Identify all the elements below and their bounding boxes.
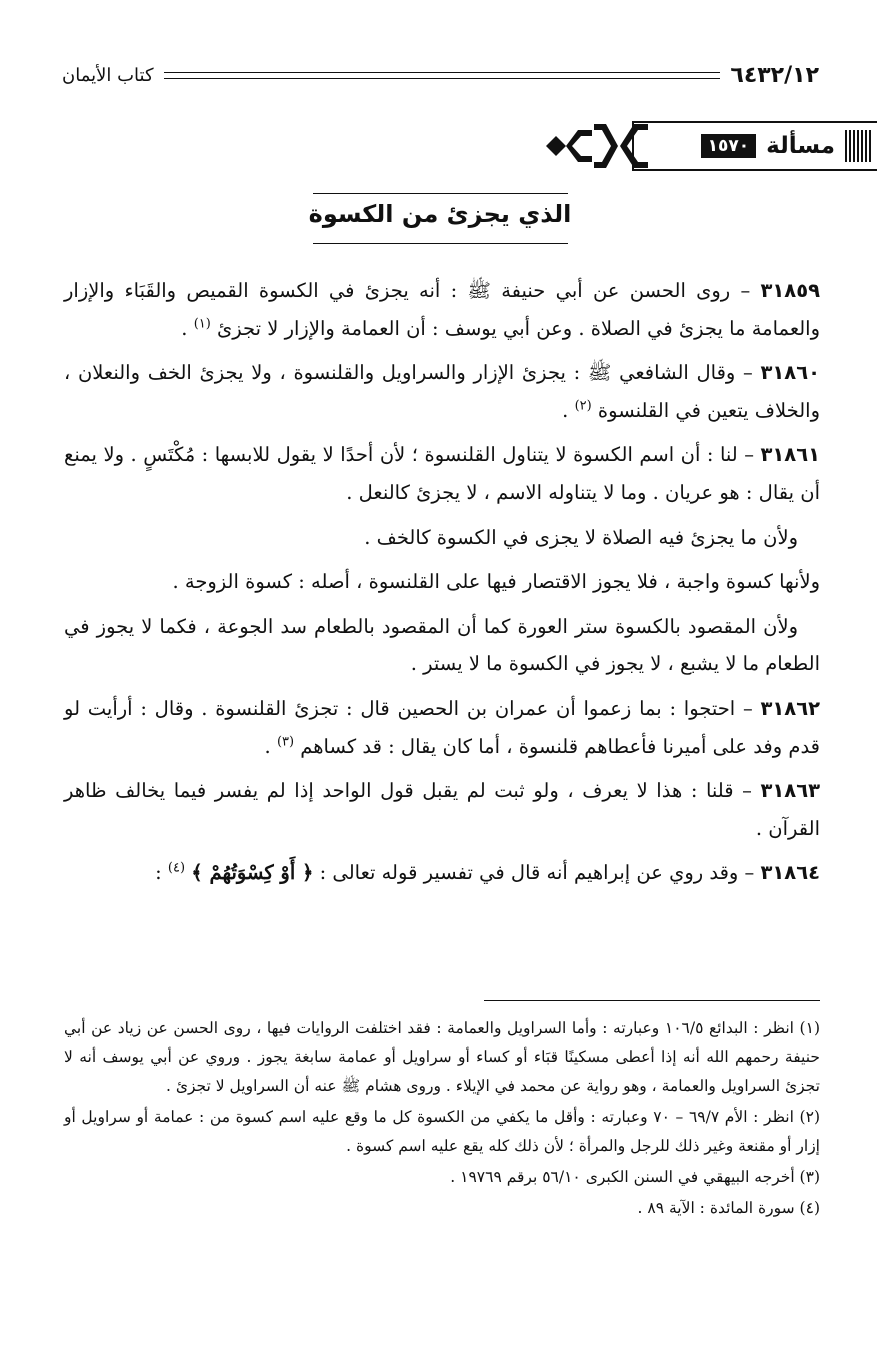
masala-banner xyxy=(544,119,877,173)
paragraph xyxy=(64,519,820,557)
masala-number: ١٥٧٠ xyxy=(701,134,757,158)
paragraph-number: ٣١٨٦٢ xyxy=(760,696,820,720)
paragraph-number: ٣١٨٦١ xyxy=(760,443,820,467)
footnote: (٣) أخرجه البيهقي في السنن الكبرى ٥٦/١٠ برقم ١٩٧٦٩ . xyxy=(450,1168,820,1186)
geometric-ornament-icon xyxy=(544,119,648,173)
paragraph-tail: : xyxy=(155,861,168,885)
footnote-marker[interactable]: (٤) xyxy=(167,860,186,876)
masala-label: مسألة xyxy=(766,133,835,159)
paragraph-text: – وقد روي عن إبراهيم أنه قال في تفسير قوله تعالى : xyxy=(313,861,761,885)
paragraph xyxy=(64,272,820,347)
paragraph-number: ٣١٨٦٠ xyxy=(760,361,820,385)
paragraph-text: ولأن المقصود بالكسوة ستر العورة كما أن المقصود بالطعام سد الجوعة ، فكما لا يجوز في الطعام ما لا يشبع ، لا يجوز في الكسوة ما لا يستر . xyxy=(64,614,820,676)
paragraph-number: ٣١٨٦٤ xyxy=(760,861,820,885)
paragraph xyxy=(64,563,820,601)
footnotes xyxy=(64,1014,820,1225)
footnote: (٤) سورة المائدة : الآية ٨٩ . xyxy=(637,1199,820,1217)
book-title: كتاب الأيمان xyxy=(62,64,154,86)
quran-quote: ﴿ أَوْ كِسْوَتُهُمْ ﴾ xyxy=(191,861,314,885)
running-header xyxy=(62,60,819,90)
paragraph xyxy=(64,354,820,429)
masala-box xyxy=(632,121,877,171)
footnote-marker[interactable]: (٣) xyxy=(276,734,295,750)
main-text xyxy=(64,272,820,899)
paragraph-tail: . xyxy=(181,316,194,340)
footnote-marker[interactable]: (١) xyxy=(193,316,211,332)
striped-bars-ornament xyxy=(845,130,871,162)
paragraph-number: ٣١٨٥٩ xyxy=(760,279,820,302)
footnote: (١) انظر : البدائع ١٠٦/٥ وعبارته : وأما السراويل والعمامة : فقد اختلفت الروايات فيها ، روى الحسن عن زياد عن أبي حنيفة رحمهم الله أنه إذا أعطى مسكينًا قبَاء أو كساء أو سراويل أو عمامة سابغة يجوز . وروي عن أبي يوسف أنه لا تجزئ السراويل والعمامة ، وهو رواية عن محمد في الإيلاء . وروى هشام ﷺ عنه أن السراويل لا تجزئ . xyxy=(64,1019,820,1095)
page-number: ٦٤٣٢/١٢ xyxy=(730,62,819,88)
paragraph-number: ٣١٨٦٣ xyxy=(760,779,820,803)
paragraph-tail: . xyxy=(264,734,277,758)
paragraph-text: – احتجوا : بما زعموا أن عمران بن الحصين قال : تجزئ القلنسوة . وقال : أرأيت لو قدم وفد على أميرنا فأعطاهم قلنسوة ، أما كان يقال : قد كساهم xyxy=(64,696,820,758)
title-bottom-rule xyxy=(313,243,568,244)
paragraph xyxy=(64,772,820,847)
paragraph-text: ولأن ما يجزئ فيه الصلاة لا يجزى في الكسوة كالخف . xyxy=(364,525,798,549)
footnote-separator xyxy=(484,1000,820,1001)
footnote: (٢) انظر : الأم ٦٩/٧ – ٧٠ وعبارته : وأقل ما يكفي من الكسوة كل ما وقع عليه اسم كسوة من : عمامة أو سراويل أو إزار أو مقنعة وغير ذلك للرجل والمرأة ؛ لأن ذلك كله يقع عليه اسم كسوة . xyxy=(64,1108,820,1155)
paragraph xyxy=(64,608,820,683)
title-top-rule xyxy=(313,193,568,194)
header-double-rule xyxy=(164,72,721,79)
paragraph-text: – وقال الشافعي ﷺ : يجزئ الإزار والسراويل والقلنسوة ، ولا يجزئ الخف والنعلان ، والخلاف يتعين في القلنسوة xyxy=(64,361,820,422)
paragraph-tail: . xyxy=(562,398,575,422)
paragraph-text: ولأنها كسوة واجبة ، فلا يجوز الاقتصار فيها على القلنسوة ، أصله : كسوة الزوجة . xyxy=(172,570,820,594)
paragraph xyxy=(64,854,820,892)
paragraph-text: – لنا : أن اسم الكسوة لا يتناول القلنسوة ؛ لأن أحدًا لا يقول للابسها : مُكْتَسٍ . ولا يمنع أن يقال : هو عريان . وما لا يتناوله الاسم ، لا يجزئ كالنعل . xyxy=(64,443,820,504)
footnote-marker[interactable]: (٢) xyxy=(574,398,592,414)
paragraph-text: – روى الحسن عن أبي حنيفة ﷺ : أنه يجزئ في الكسوة القميص والقَبَاء والإزار والعمامة ما يجزئ في الصلاة . وعن أبي يوسف : أن العمامة والإزار لا تجزئ xyxy=(64,279,820,340)
paragraph xyxy=(64,436,820,511)
section-title: الذي يجزئ من الكسوة xyxy=(308,200,572,228)
paragraph xyxy=(64,690,820,765)
paragraph-text: – قلنا : هذا لا يعرف ، ولو ثبت لم يقبل قول الواحد إذا لم يفسر فيما يخالف ظاهر القرآن . xyxy=(64,779,820,840)
